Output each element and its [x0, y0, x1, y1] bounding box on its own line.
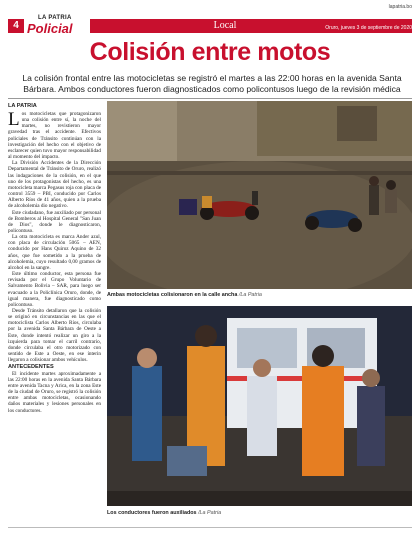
byline: LA PATRIA [8, 103, 37, 109]
article-deck: La colisión frontal entre las motocicletas se registró el martes a las 22:00 horas en la avenida Santa Bárbara. Ambos conductores fueron diagnosticados como policontusos luego de la revisión médica [22, 73, 402, 94]
paragraph: Este ciudadano, fue auxiliado por personal de Bomberos al Hospital General "San Juan de Dios", donde le diagnosticaron, policontuso. [8, 209, 101, 234]
date-line: Oruro, jueves 3 de septiembre de 2020 [325, 25, 412, 31]
caption-credit: /La Patria [238, 292, 262, 298]
paragraph-text: os motocicletas que protagonizaron una colisión entre sí, la noche del martes, no revistieron mayor gravedad tras el accidente. Efectivos policiales de Tránsito continúan con la investigación del hecho con el objetivo de esclarecer quien tuvo mayor responsabilidad al momento del impacto. [8, 111, 101, 161]
dropcap: L [8, 111, 20, 130]
caption-title: Ambas motocicletas colisionaron en la calle ancha [107, 292, 238, 298]
paragraph: El incidente martes aproximadamente a las 22:00 horas en la avenida Santa Bárbara entre avenida Tacna y Arica, en la zona Este de la ciudad de Oruro, se registró la colisión entre ambas motocicletas, ocasionando daños materiales y lesiones personales en los conductores. [8, 370, 101, 414]
photo-crash-scene [107, 101, 412, 289]
photo-caption [107, 292, 262, 298]
newspaper-name: LA PATRIA [38, 15, 72, 21]
section-brand: Policial [27, 21, 73, 36]
paragraph: La División Accidentes de la Dirección Departamental de Tránsito de Oruro, realizó las indagaciones de la colisión, en el que uno de los protagonistas del hecho, es una motocicleta marca Pegasus roja con placa de control 3559 – PBI, conducido por Carlos Alberto Ríos de 41 años, quien a la prueba de alcoholemia dio negativo. [8, 160, 101, 210]
subhead: ANTECEDENTES [8, 364, 54, 371]
article-headline: Colisión entre motos [89, 38, 331, 66]
photo-caption [107, 510, 221, 516]
divider [8, 98, 412, 99]
caption-title: Los conductores fueron auxiliados [107, 510, 197, 516]
page-number: 4 [8, 19, 24, 33]
section-label: Local [199, 19, 251, 33]
website-label: lapatria.bo [388, 4, 412, 10]
paragraph [8, 111, 101, 160]
page-header [0, 0, 420, 34]
paragraph: Este último conductor, esta persona fue revisada por el Grupo Voluntario de Salvamento Bolivia – SAR, para luego ser evacuado a la Policlínica Oruro, donde, de igual manera, fue diagnosticado como policontuso. [8, 271, 101, 308]
footer-divider [8, 527, 412, 528]
paragraph: La otra motocicleta es marca Ander azul, con placa de circulación 5065 – AEN, conducido por Hans Quiroz Aquino de 32 años, que fue sometido a la prueba de alcoholemia, cuyo resultado 0,00 gramos de alcohol en la sangre. [8, 234, 101, 271]
caption-credit: /La Patria [198, 510, 222, 516]
crash-scene-illustration [107, 101, 412, 289]
photo-paramedics [107, 306, 412, 506]
article-body [8, 111, 101, 531]
paragraph: Desde Tránsito detallaron que la colisión se originó en circunstancias en las que el motociclista Carlos Alberto Ríos, circulaba por la avenida Santa Bárbara de Oeste a Este, donde intentó realizar un giro a la izquierda para tomar el carril contrario, donde circulaba el otro motorizado con sentido de Este a Oeste, en ese ínterin llegaron a colisionar ambos vehículos. [8, 308, 101, 364]
paramedics-illustration [107, 306, 412, 506]
